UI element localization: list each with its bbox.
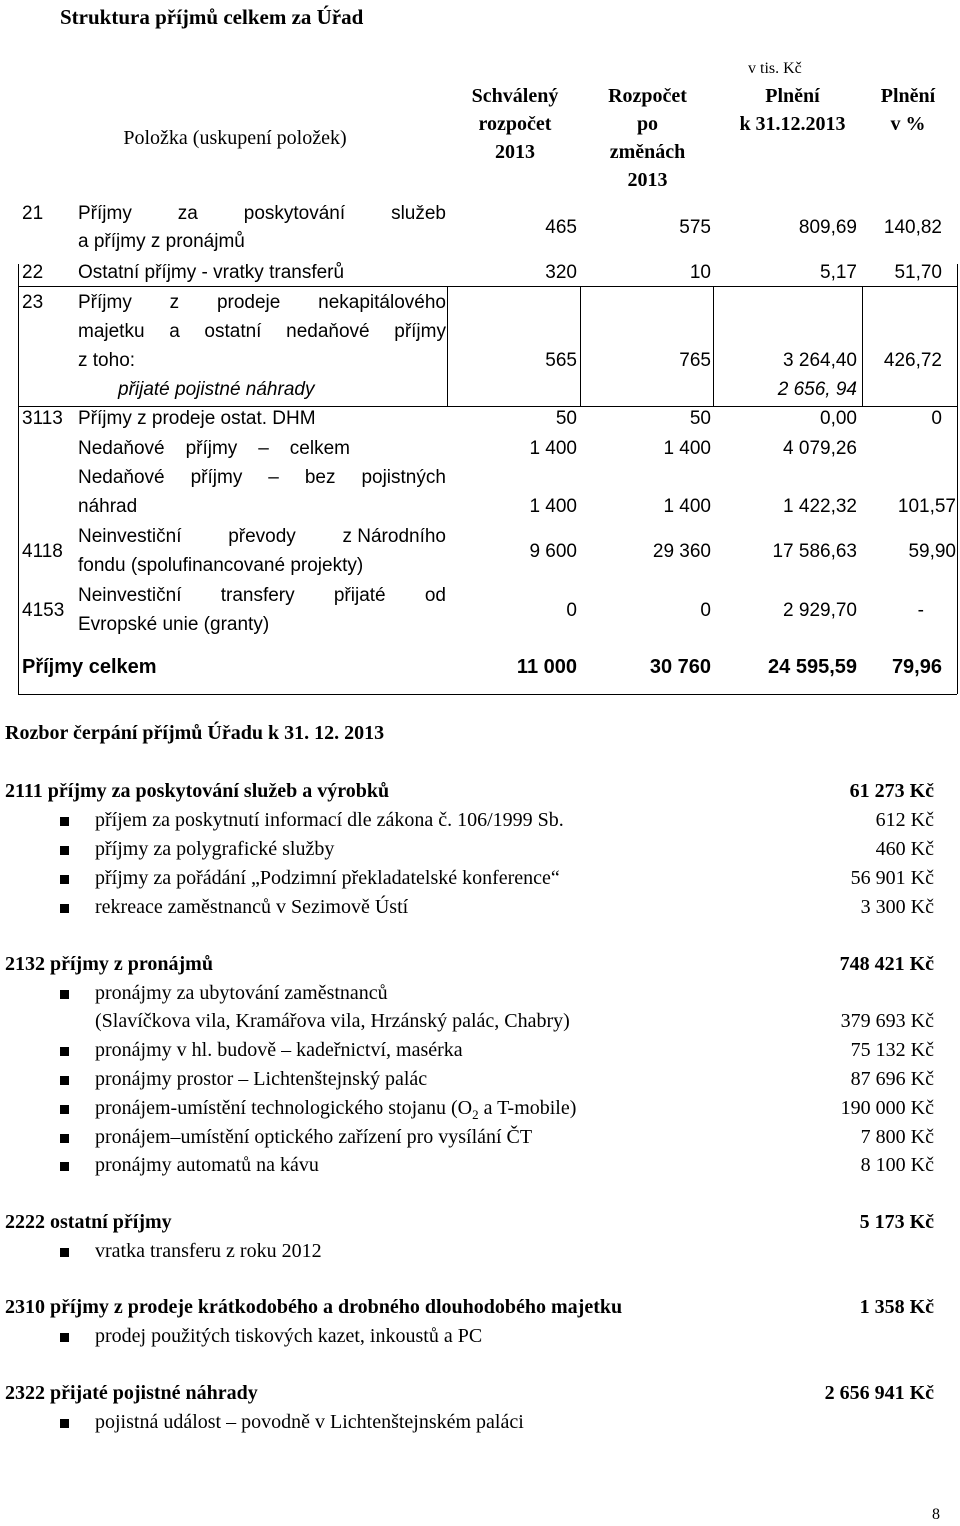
- grid-hline: [18, 694, 957, 695]
- cell-pct: 140,82: [883, 217, 942, 238]
- list-item: příjmy za pořádání „Podzimní překladatelské konference“: [95, 867, 560, 889]
- row-label: Ostatní příjmy - vratky transferů: [78, 262, 345, 283]
- item-amount: 56 901 Kč: [850, 867, 934, 889]
- bullet-icon: [60, 1134, 69, 1143]
- list-item: rekreace zaměstnanců v Sezimově Ústí: [95, 896, 409, 918]
- list-item: vratka transferu z roku 2012: [95, 1240, 322, 1262]
- row-code: 3113: [22, 408, 63, 429]
- bullet-icon: [60, 1162, 69, 1171]
- row-code: 21: [22, 203, 44, 224]
- page-title: Struktura příjmů celkem za Úřad: [60, 5, 364, 29]
- cell-changed: 50: [689, 408, 711, 429]
- analysis-title: Rozbor čerpání příjmů Úřadu k 31. 12. 2013: [5, 722, 385, 744]
- bullet-icon: [60, 1248, 69, 1257]
- list-item: pronájmy automatů na kávu: [95, 1154, 319, 1176]
- list-item: pronájmy v hl. budově – kadeřnictví, masérka: [95, 1039, 463, 1061]
- cell-pct: 101,57: [897, 496, 956, 517]
- grid-vline: [18, 264, 19, 694]
- grid-vline: [862, 286, 863, 406]
- row-label: Neinvestiční převody z Národního: [78, 526, 446, 547]
- row-label: Nedaňové příjmy – celkem: [78, 438, 350, 459]
- row-label: Nedaňové příjmy – bez pojistných: [78, 467, 446, 488]
- grid-vline: [447, 286, 448, 406]
- total-label: Příjmy celkem: [22, 656, 157, 678]
- cell-fulfilled: 4 079,26: [783, 438, 857, 459]
- cell-fulfilled: 24 595,59: [768, 656, 857, 678]
- list-item: pronájem-umístění technologického stojanu ($O_2$ a T-mobile): [95, 1097, 577, 1122]
- cell-approved: 9 600: [529, 541, 577, 562]
- section-amount: 1 358 Kč: [859, 1296, 934, 1318]
- grid-hline: [18, 406, 957, 407]
- section-amount: 748 421 Kč: [839, 953, 934, 975]
- item-amount: 612 Kč: [875, 809, 934, 831]
- row-code: 4153: [22, 600, 65, 621]
- item-amount: 460 Kč: [875, 838, 934, 860]
- item-amount: 379 693 Kč: [840, 1010, 934, 1032]
- row-label: z toho:: [78, 350, 136, 371]
- cell-pct: 51,70: [894, 262, 942, 283]
- section-amount: 5 173 Kč: [859, 1211, 934, 1233]
- grid-vline: [957, 264, 958, 694]
- bullet-icon: [60, 1333, 69, 1342]
- cell-approved: 1 400: [529, 438, 577, 459]
- item-amount: 75 132 Kč: [850, 1039, 934, 1061]
- item-amount: 3 300 Kč: [860, 896, 934, 918]
- section-heading: 2132 příjmy z pronájmů: [5, 953, 213, 975]
- item-amount: 8 100 Kč: [860, 1154, 934, 1176]
- section-amount: 61 273 Kč: [849, 780, 934, 802]
- cell-fulfilled-sub: 2 656, 94: [777, 379, 857, 400]
- header-fulfilled: Plnění k 31.12.2013: [739, 85, 846, 135]
- header-item: Položka (uskupení položek): [123, 127, 347, 149]
- list-item: (Slavíčkova vila, Kramářova vila, Hrzánský palác, Chabry): [95, 1010, 570, 1032]
- header-pct: Plnění v %: [880, 85, 936, 135]
- row-label: fondu (spolufinancované projekty): [78, 555, 364, 576]
- cell-fulfilled: 5,17: [820, 262, 857, 283]
- cell-changed: 575: [679, 217, 711, 238]
- cell-fulfilled: 0,00: [820, 408, 857, 429]
- section-heading: 2310 příjmy z prodeje krátkodobého a drobného dlouhodobého majetku: [5, 1296, 623, 1318]
- section-heading: 2322 přijaté pojistné náhrady: [5, 1382, 258, 1404]
- bullet-icon: [60, 1076, 69, 1085]
- bullet-icon: [60, 817, 69, 826]
- item-amount: 7 800 Kč: [860, 1126, 934, 1148]
- list-item: pronájem–umístění optického zařízení pro vysílání ČT: [95, 1126, 533, 1148]
- cell-approved: 50: [555, 408, 577, 429]
- row-label: Neinvestiční transfery přijaté od: [78, 585, 446, 606]
- cell-changed: 29 360: [652, 541, 711, 562]
- row-label: majetku a ostatní nedaňové příjmy: [78, 321, 446, 342]
- item-amount: 190 000 Kč: [840, 1097, 934, 1119]
- grid-vline: [713, 286, 714, 406]
- row-code: 22: [22, 262, 44, 283]
- cell-fulfilled: 809,69: [798, 217, 857, 238]
- section-heading: 2111 příjmy za poskytování služeb a výrobků: [5, 780, 390, 802]
- grid-vline: [580, 286, 581, 406]
- cell-approved: 320: [545, 262, 577, 283]
- section-heading: 2222 ostatní příjmy: [5, 1211, 172, 1233]
- cell-approved: 1 400: [529, 496, 577, 517]
- list-item: příjem za poskytnutí informací dle zákona č. 106/1999 Sb.: [95, 809, 564, 831]
- cell-changed: 1 400: [663, 438, 711, 459]
- cell-pct: -: [917, 600, 924, 621]
- bullet-icon: [60, 1419, 69, 1428]
- section-amount: 2 656 941 Kč: [824, 1382, 934, 1404]
- cell-changed: 0: [700, 600, 711, 621]
- bullet-icon: [60, 1105, 69, 1114]
- page-number: 8: [932, 1506, 940, 1523]
- cell-approved: 465: [545, 217, 577, 238]
- row-code: 23: [22, 292, 44, 313]
- grid-hline: [18, 286, 957, 287]
- cell-approved: 11 000: [516, 656, 577, 678]
- header-approved: Schválený rozpočet 2013: [471, 85, 559, 163]
- row-label: Příjmy z prodeje ostat. DHM: [78, 408, 316, 429]
- row-label: Příjmy z prodeje nekapitálového: [78, 292, 446, 313]
- cell-fulfilled: 3 264,40: [783, 350, 857, 371]
- cell-pct: 59,90: [908, 541, 956, 562]
- cell-fulfilled: 1 422,32: [783, 496, 857, 517]
- row-code: 4118: [22, 541, 63, 562]
- row-label: náhrad: [78, 496, 138, 517]
- cell-fulfilled: 17 586,63: [772, 541, 857, 562]
- item-amount: 87 696 Kč: [850, 1068, 934, 1090]
- bullet-icon: [60, 1047, 69, 1056]
- cell-fulfilled: 2 929,70: [783, 600, 857, 621]
- cell-changed: 765: [679, 350, 711, 371]
- list-item: prodej použitých tiskových kazet, inkoustů a PC: [95, 1325, 483, 1347]
- bullet-icon: [60, 990, 69, 999]
- row-label: Evropské unie (granty): [78, 614, 270, 635]
- list-item: příjmy za polygrafické služby: [95, 838, 335, 860]
- header-changed: Rozpočet po změnách 2013: [608, 85, 687, 191]
- bullet-icon: [60, 904, 69, 913]
- list-item: pojistná událost – povodně v Lichtenštejnském paláci: [95, 1411, 524, 1433]
- cell-approved: 565: [545, 350, 577, 371]
- cell-changed: 10: [689, 262, 711, 283]
- cell-pct: 79,96: [891, 656, 942, 678]
- list-item: pronájmy prostor – Lichtenštejnský palác: [95, 1068, 428, 1090]
- cell-pct: 0: [931, 408, 942, 429]
- cell-pct: 426,72: [883, 350, 942, 371]
- unit-label: v tis. Kč: [748, 60, 802, 77]
- cell-changed: 1 400: [663, 496, 711, 517]
- cell-changed: 30 760: [649, 656, 711, 678]
- row-label: Příjmy za poskytování služeb: [78, 203, 446, 224]
- list-item: pronájmy za ubytování zaměstnanců: [95, 982, 388, 1004]
- bullet-icon: [60, 846, 69, 855]
- row-sublabel: přijaté pojistné náhrady: [118, 379, 315, 400]
- cell-approved: 0: [566, 600, 577, 621]
- row-label: a příjmy z pronájmů: [78, 231, 245, 252]
- bullet-icon: [60, 875, 69, 884]
